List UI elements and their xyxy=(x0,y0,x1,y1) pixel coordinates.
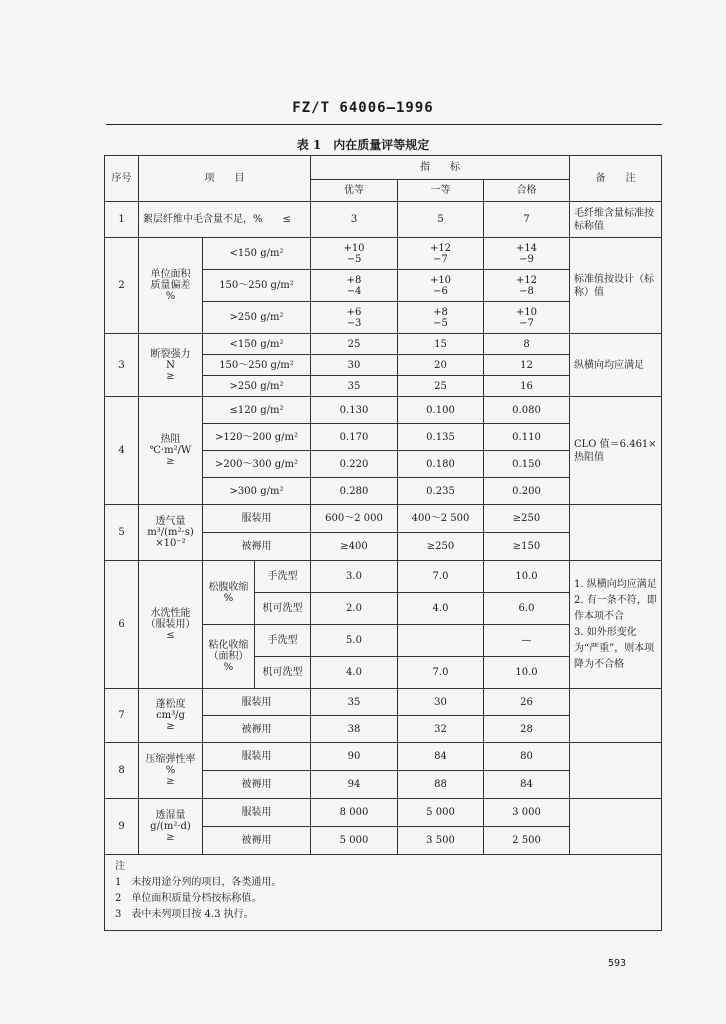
value-cell: 0.135 xyxy=(398,424,484,451)
value-cell xyxy=(311,270,398,302)
value-cell: 0.110 xyxy=(484,424,570,451)
item-cell xyxy=(139,238,203,334)
sub-item-cell: <150 g/m² xyxy=(203,238,311,270)
value-cell: 90 xyxy=(311,743,398,771)
shrink-group-cell xyxy=(203,561,255,625)
value-cell: 12 xyxy=(484,355,570,376)
value-cell: 88 xyxy=(398,771,484,799)
group-line: % xyxy=(223,662,234,673)
remark-line: 2. 有一条不符，即作本项不合 xyxy=(574,594,657,622)
remark-cell xyxy=(570,505,662,561)
sub-item-cell: 被褥用 xyxy=(203,716,311,743)
value-cell: 35 xyxy=(311,689,398,716)
sub-item-cell: 被褥用 xyxy=(203,827,311,855)
item-line: 热阻 xyxy=(160,434,181,445)
item-line: % xyxy=(165,765,176,776)
lower-value: −5 xyxy=(346,253,362,265)
item-line: 压缩弹性率 xyxy=(145,754,196,765)
remark-cell xyxy=(570,799,662,855)
upper-value: +10 xyxy=(429,274,452,286)
item-cell xyxy=(139,561,203,689)
item-line: （服装用） xyxy=(145,619,196,630)
value-cell: 84 xyxy=(484,771,570,799)
item-line: ≤ xyxy=(166,630,175,641)
item-cell xyxy=(139,689,203,743)
value-cell: 3 500 xyxy=(398,827,484,855)
item-line: 蓬松度 xyxy=(155,699,186,710)
upper-value: +12 xyxy=(515,274,538,286)
value-cell: ≥150 xyxy=(484,533,570,561)
table-notes xyxy=(105,855,662,931)
value-cell: 5.0 xyxy=(311,625,398,657)
value-cell xyxy=(398,238,484,270)
lower-value: −9 xyxy=(519,253,534,265)
remark-cell: 纵横向均应满足 xyxy=(570,334,662,397)
item-cell xyxy=(139,799,203,855)
item-cell xyxy=(139,505,203,561)
item-line: 水洗性能 xyxy=(150,608,191,619)
value-cell: ≥400 xyxy=(311,533,398,561)
value-cell: 4.0 xyxy=(311,657,398,689)
remark-cell: CLO 值＝6.461×热阻值 xyxy=(570,397,662,505)
item-line: 单位面积 xyxy=(150,269,191,280)
seq-cell: 9 xyxy=(105,799,139,855)
seq-cell: 6 xyxy=(105,561,139,689)
sub-item-cell: 手洗型 xyxy=(255,625,311,657)
lower-value: −6 xyxy=(433,285,448,297)
sub-item-cell: 150～250 g/m² xyxy=(203,270,311,302)
item-line: ≥ xyxy=(166,456,175,467)
upper-value: +14 xyxy=(515,242,538,254)
value-cell: 400～2 500 xyxy=(398,505,484,533)
value-cell xyxy=(311,238,398,270)
sub-item-cell: 机可洗型 xyxy=(255,657,311,689)
seq-cell: 5 xyxy=(105,505,139,561)
value-cell: 0.100 xyxy=(398,397,484,424)
remark-line: 1. 纵横向均应满足 xyxy=(574,578,657,590)
value-cell xyxy=(484,238,570,270)
item-cell xyxy=(139,743,203,799)
header-remark: 备 注 xyxy=(570,156,662,202)
seq-cell: 1 xyxy=(105,202,139,238)
value-cell: 84 xyxy=(398,743,484,771)
remark-cell xyxy=(570,561,662,689)
value-cell: 38 xyxy=(311,716,398,743)
sub-item-cell: 服装用 xyxy=(203,743,311,771)
sub-item-cell: 被褥用 xyxy=(203,771,311,799)
value-cell xyxy=(398,270,484,302)
value-cell: 3 xyxy=(311,202,398,238)
value-cell: 32 xyxy=(398,716,484,743)
value-cell: 10.0 xyxy=(484,561,570,593)
group-line: % xyxy=(223,592,234,604)
sub-item-cell: 服装用 xyxy=(203,799,311,827)
value-cell: 2 500 xyxy=(484,827,570,855)
sub-item-cell: ≤120 g/m² xyxy=(203,397,311,424)
lower-value: −8 xyxy=(519,285,534,297)
value-cell: 8 xyxy=(484,334,570,355)
seq-cell: 2 xyxy=(105,238,139,334)
seq-cell: 7 xyxy=(105,689,139,743)
value-cell: 2.0 xyxy=(311,593,398,625)
lower-value: −5 xyxy=(433,317,448,329)
sub-item-cell: >120～200 g/m² xyxy=(203,424,311,451)
sub-item-cell: 150～250 g/m² xyxy=(203,355,311,376)
value-cell: 0.080 xyxy=(484,397,570,424)
sub-item-cell: 服装用 xyxy=(203,505,311,533)
sub-item-cell: 机可洗型 xyxy=(255,593,311,625)
seq-cell: 8 xyxy=(105,743,139,799)
sub-item-cell: >250 g/m² xyxy=(203,376,311,397)
value-cell: 15 xyxy=(398,334,484,355)
value-cell: 7 xyxy=(484,202,570,238)
value-cell: 0.235 xyxy=(398,478,484,505)
remark-cell xyxy=(570,689,662,743)
value-cell: 5 xyxy=(398,202,484,238)
value-cell: 28 xyxy=(484,716,570,743)
upper-value: +12 xyxy=(429,242,452,254)
item-line: ≥ xyxy=(166,721,175,732)
page-number: 593 xyxy=(608,958,627,969)
lower-value: −4 xyxy=(346,285,362,297)
value-cell: 25 xyxy=(311,334,398,355)
note-line: 3 表中未列项目按 4.3 执行。 xyxy=(115,909,254,920)
value-cell: 0.220 xyxy=(311,451,398,478)
value-cell: 25 xyxy=(398,376,484,397)
item-line: N xyxy=(166,359,175,371)
remark-cell xyxy=(570,743,662,799)
item-line: 透湿量 xyxy=(155,810,186,821)
item-cell xyxy=(139,397,203,505)
value-cell: 3 000 xyxy=(484,799,570,827)
item-line: ×10⁻² xyxy=(155,538,186,549)
value-cell xyxy=(398,302,484,334)
upper-value: +8 xyxy=(433,306,448,318)
value-cell: 0.200 xyxy=(484,478,570,505)
value-cell: 10.0 xyxy=(484,657,570,689)
sub-item-cell: >200～300 g/m² xyxy=(203,451,311,478)
sub-item-cell: 服装用 xyxy=(203,689,311,716)
value-cell: 80 xyxy=(484,743,570,771)
quality-table xyxy=(104,155,662,931)
upper-value: +8 xyxy=(346,274,362,286)
value-cell: 0.150 xyxy=(484,451,570,478)
value-cell: 16 xyxy=(484,376,570,397)
item-line: ≥ xyxy=(166,832,175,843)
header-grade-top: 优等 xyxy=(311,180,398,202)
header-rule xyxy=(106,124,662,125)
item-cell xyxy=(139,334,203,397)
value-cell: 7.0 xyxy=(398,561,484,593)
header-item: 项 目 xyxy=(139,156,311,202)
value-cell xyxy=(311,302,398,334)
item-line: g/(m²·d) xyxy=(150,821,191,832)
sub-item-cell: <150 g/m² xyxy=(203,334,311,355)
group-line: 松腹收缩 xyxy=(208,581,249,593)
value-cell: 4.0 xyxy=(398,593,484,625)
value-cell: 6.0 xyxy=(484,593,570,625)
value-cell: 3.0 xyxy=(311,561,398,593)
value-cell xyxy=(484,302,570,334)
header-indicator: 指 标 xyxy=(311,156,570,180)
note-line: 1 未按用途分列的项目，各类通用。 xyxy=(115,877,282,888)
upper-value: +10 xyxy=(343,242,365,254)
remark-line: 3. 如外形变化为“严重”，则本项降为不合格 xyxy=(574,626,655,670)
value-cell: 0.170 xyxy=(311,424,398,451)
item-line: m³/(m²·s) xyxy=(147,527,194,538)
value-cell: 7.0 xyxy=(398,657,484,689)
value-cell: 0.280 xyxy=(311,478,398,505)
value-cell: 5 000 xyxy=(398,799,484,827)
remark-cell: 毛纤维含量标准按标称值 xyxy=(570,202,662,238)
value-cell: 35 xyxy=(311,376,398,397)
seq-cell: 4 xyxy=(105,397,139,505)
document-code: FZ/T 64006—1996 xyxy=(292,100,434,116)
value-cell: 8 000 xyxy=(311,799,398,827)
header-grade-pass: 合格 xyxy=(484,180,570,202)
value-cell: 0.130 xyxy=(311,397,398,424)
item-line: ≥ xyxy=(166,370,175,382)
remark-cell: 标准值按设计（标称）值 xyxy=(570,238,662,334)
value-cell: 5 000 xyxy=(311,827,398,855)
value-cell: — xyxy=(484,625,570,657)
value-cell: ≥250 xyxy=(398,533,484,561)
sub-item-cell: 被褥用 xyxy=(203,533,311,561)
value-cell: 30 xyxy=(311,355,398,376)
item-line: ℃·m²/W xyxy=(149,445,192,456)
value-cell: 30 xyxy=(398,689,484,716)
value-cell: 0.180 xyxy=(398,451,484,478)
item-cell: 絮层纤维中毛含量不足，% ≤ xyxy=(139,202,311,238)
item-line: 透气量 xyxy=(155,516,186,527)
value-cell: 600～2 000 xyxy=(311,505,398,533)
sub-item-cell: >250 g/m² xyxy=(203,302,311,334)
header-seq: 序号 xyxy=(105,156,139,202)
sub-item-cell: 手洗型 xyxy=(255,561,311,593)
group-line: 粘化收缩 xyxy=(208,640,249,651)
value-cell xyxy=(398,625,484,657)
item-line: ≥ xyxy=(166,776,175,787)
upper-value: +6 xyxy=(346,306,362,318)
item-line: % xyxy=(165,291,176,302)
sub-item-cell: >300 g/m² xyxy=(203,478,311,505)
value-cell: 20 xyxy=(398,355,484,376)
item-line: 质量偏差 xyxy=(150,280,191,291)
value-cell: ≥250 xyxy=(484,505,570,533)
item-line: cm³/g xyxy=(156,710,185,721)
value-cell xyxy=(484,270,570,302)
shrink-group-cell xyxy=(203,625,255,689)
value-cell: 94 xyxy=(311,771,398,799)
seq-cell: 3 xyxy=(105,334,139,397)
value-cell: 26 xyxy=(484,689,570,716)
note-line: 2 单位面积质量分档按标称值。 xyxy=(115,893,262,904)
item-line: 断裂强力 xyxy=(150,348,191,360)
header-grade-first: 一等 xyxy=(398,180,484,202)
notes-title: 注 xyxy=(115,861,125,872)
table-caption: 表 1 内在质量评等规定 xyxy=(296,138,430,152)
lower-value: −7 xyxy=(433,253,448,265)
upper-value: +10 xyxy=(515,306,538,318)
lower-value: −3 xyxy=(346,317,362,329)
group-line: （面积） xyxy=(208,651,249,662)
lower-value: −7 xyxy=(519,317,534,329)
